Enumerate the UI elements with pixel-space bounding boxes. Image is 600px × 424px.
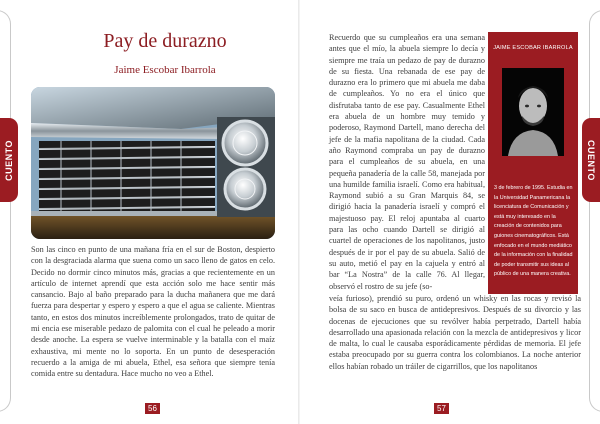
page-edge-line (0, 10, 11, 412)
section-tab-label: CUENTO (4, 139, 14, 181)
sidebar-author-bio: 3 de febrero de 1995. Estudia en la Universidad Panamericana la licenciatura de Comunicación y está muy interesado en la creación de contenidos para guiones cinematográficos. Está enfocado en el mundo mediático de la información con la finalidad de poder transmitir sus ideas al público de una manera creativa. (494, 185, 573, 278)
author-portrait-illustration (502, 68, 564, 156)
story-wide-text: veía furioso), prendió su puro, ordenó un whisky en las rocas y revisó la bolsa de su saco en busca de antidepresivos. Después de su divorcio y las docenas de ejecuciones que su revólver había perpetrado, Dartell había desarrollado una apasionada relación con la mezcla de antidepresivos y licor de malta, lo cual le causaba esporádicamente pérdidas de memoria. El jefe estaba preocupado por su guerra contra los colombianos. La noche anterior ellos habían robado un tráiler de cigarrillos, que los napolitanos (329, 294, 581, 371)
section-tab-right (582, 118, 600, 202)
page-edge-line (589, 10, 600, 412)
right-page (300, 0, 600, 424)
page-number: 56 (145, 403, 160, 414)
section-tab-label: CUENTO (586, 139, 596, 181)
sidebar-author-name: JAIME ESCOBAR IBARROLA (493, 45, 573, 51)
story-column-text: Recuerdo que su cumpleaños era una semana antes que el mío, la abuela siempre lo decía y siempre me traía un pedazo de pay de durazno de su fiesta. Una rebanada de ese pay de durazno era lo primero que mi abuela me daba de cumpleaños. Yo no era el único que disfrutaba tanto de ese pay. Casualmente Ethel era abuela de un hombre muy temido y poderoso, Raymond Dartell, mano derecha del jefe de la mafia napolitana de la ciudad. Cada año Raymond compraba un pay de durazno para el cumpleaños de su abuela, en una pequeña panadería de la calle 58, manejada por una humilde familia israelí. Como era habitual, Raymond subió a su Gran Marquis 84, se dirigió hacia la panadería israelí y compró el majestuoso pay. El reloj apuntaba al cuarto para las ocho cuando Dartell se dirigió al cuartel de operaciones de los napolitanos, justo después de ir por el pay de su abuela. Salió de su auto, metió el pay en la cajuela y entró al bar “La Nostra” de la calle 76. Al llegar, observó el rostro de su jefe (so- (329, 33, 485, 291)
author-portrait (502, 68, 564, 156)
car-grille-illustration (31, 87, 275, 239)
story-body-text: Son las cinco en punto de una mañana fría en el sur de Boston, despierto con la desgraciada alarma que suena como un saco lleno de gatos en celo. Decido no dormir cinco minutos más, gracias a que recientemente en un artículo de internet aprendí que esta acción solo me hace sentir más cansancio. Bajo al baño preparado para la ducha mañanera que me dará fuerza para despertar y espero y espero a que el agua se caliente. Mientras tanto, en estos dos minutos increíblemente prolongados, trato de quitar de mi encia ese miserable pedazo de palomita con el cual he peleado a morir desde anoche. La espera se vuelve interminable y la batalla con el maíz exhaustiva, mi mente no lo soporta. En un punto de desesperación recuerdo a la amiga de mi abuela, Ethel, esa señora que siempre tenía comida entre su dentadura. Hace mucho no veo a Ethel. (31, 245, 275, 379)
section-tab-left (0, 118, 18, 202)
car-grille-photo (31, 87, 275, 239)
page-number: 57 (434, 403, 449, 414)
story-title: Pay de durazno (103, 30, 227, 52)
author-sidebar (488, 32, 578, 294)
story-author: Jaime Escobar Ibarrola (114, 64, 216, 76)
